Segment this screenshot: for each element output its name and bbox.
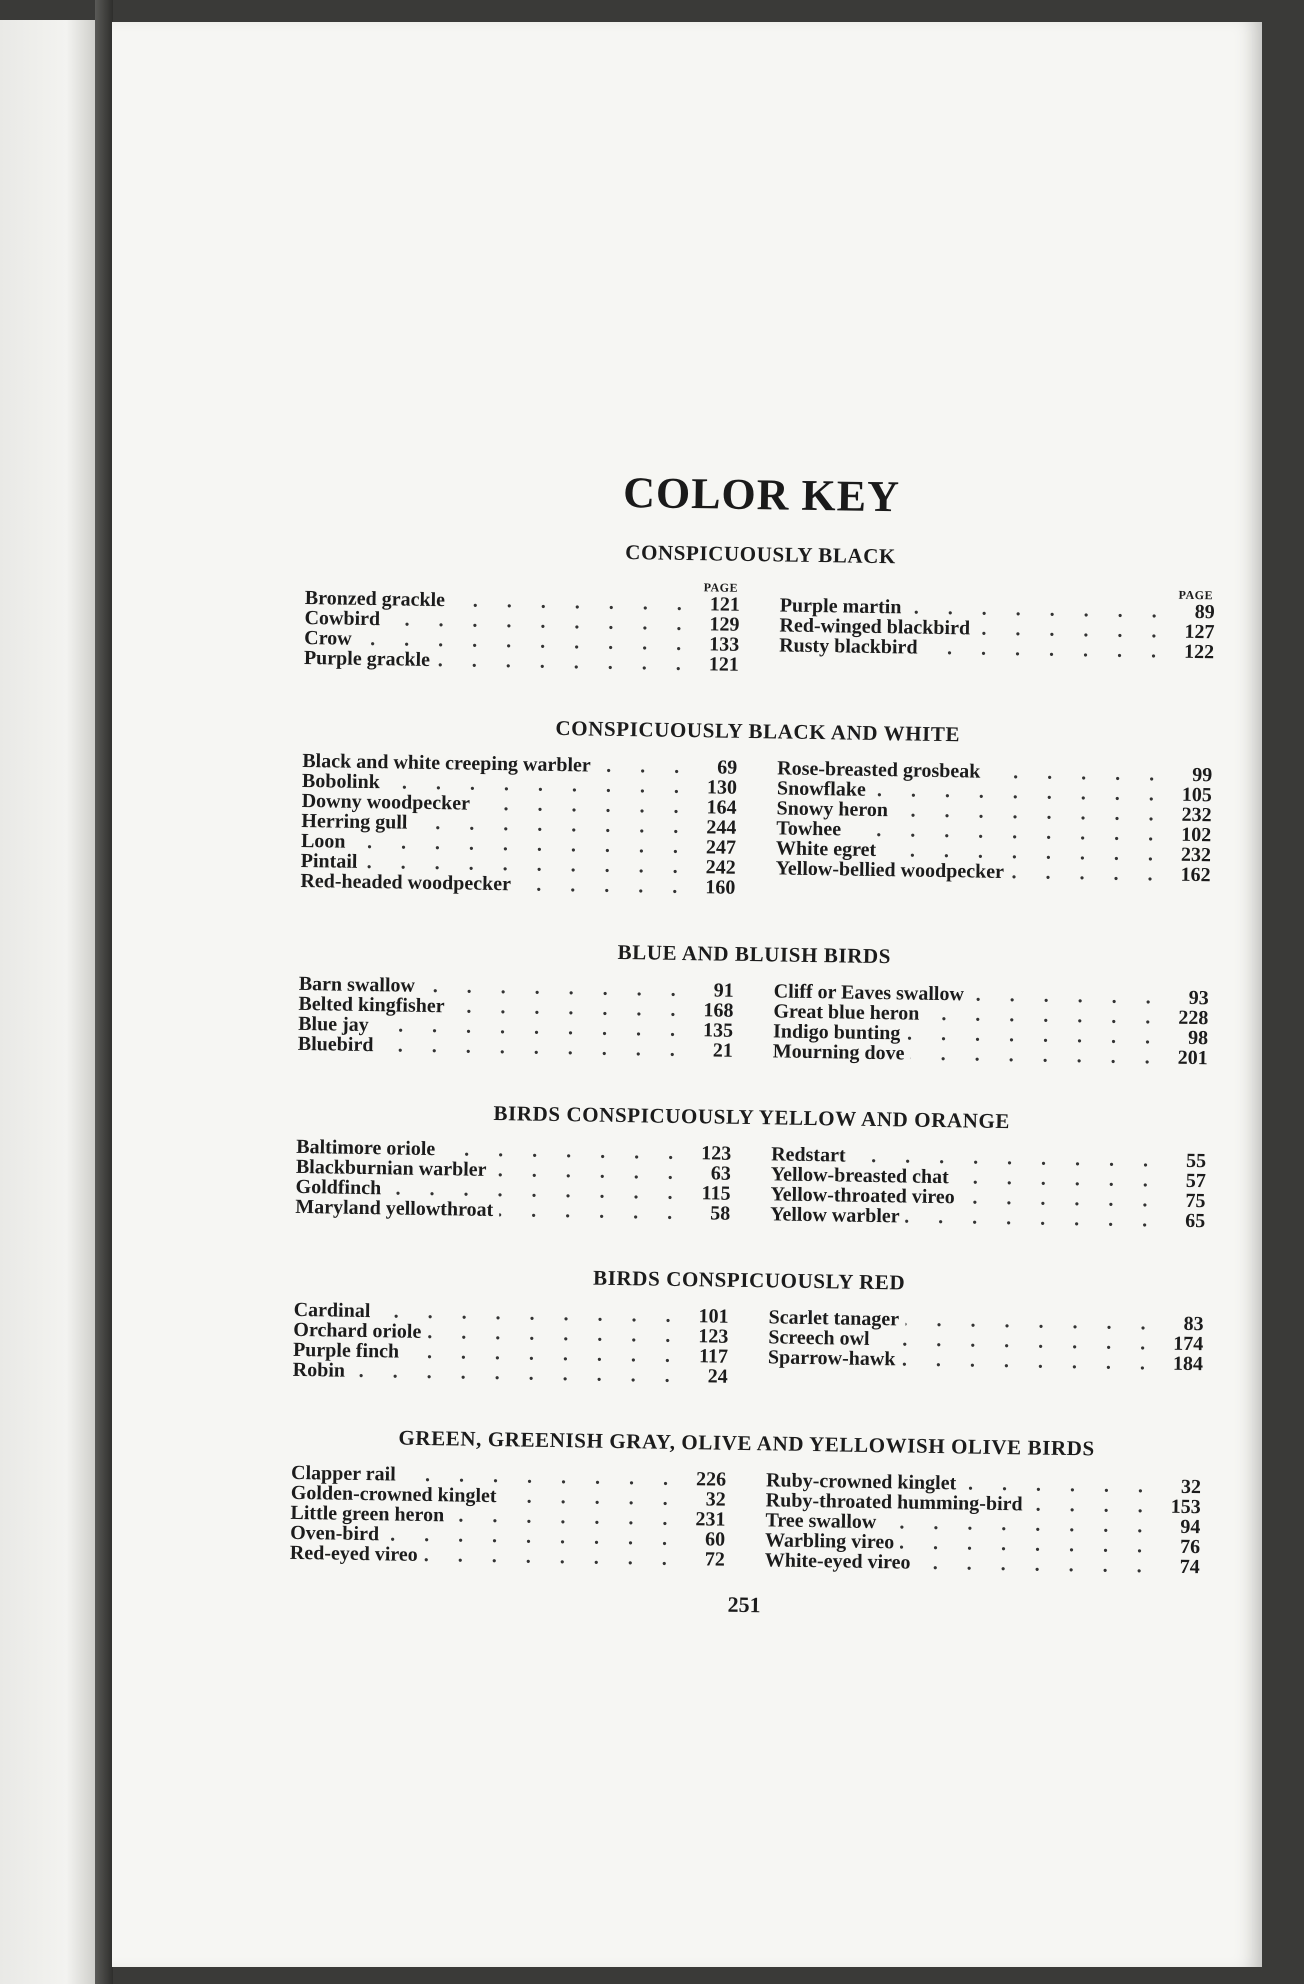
section (304, 535, 1216, 682)
column-right (768, 1307, 1204, 1394)
bird-name: Red-eyed vireo (289, 1541, 418, 1566)
bird-name: Bronzed grackle (304, 586, 446, 612)
dot-leader (1028, 1494, 1154, 1516)
page-ref: 184 (1172, 1352, 1204, 1376)
page-ref: 74 (1179, 1555, 1200, 1579)
book-spine (95, 0, 113, 1984)
page-ref: 228 (1178, 1006, 1209, 1030)
bird-name: Robin (292, 1358, 346, 1382)
dot-leader (910, 1044, 1162, 1068)
page-ref: 129 (709, 613, 740, 636)
page-ref: 135 (702, 1019, 734, 1042)
bird-name: Purple finch (292, 1338, 400, 1363)
page-ref: 244 (706, 816, 737, 839)
page-column-label: PAGE (1178, 587, 1214, 603)
bird-name: Purple martin (779, 594, 902, 619)
section (293, 1261, 1205, 1394)
page-ref: 83 (1183, 1312, 1204, 1336)
page-ref: 122 (1183, 640, 1215, 664)
dot-leader (517, 874, 690, 897)
page-ref: 133 (709, 633, 740, 656)
page-ref: 89 (1194, 600, 1215, 624)
bird-name: Downy woodpecker (301, 789, 471, 815)
section-heading: CONSPICUOUSLY BLACK AND WHITE (555, 715, 961, 747)
page-ref: 21 (712, 1039, 733, 1062)
bird-name: Yellow-breasted chat (770, 1163, 949, 1189)
page-ref: 127 (1184, 620, 1215, 644)
page-ref: 32 (1180, 1475, 1202, 1499)
section-heading: CONSPICUOUSLY BLACK (625, 540, 897, 569)
bird-name: Towhee (776, 817, 842, 841)
page-ref: 105 (1181, 783, 1213, 807)
dot-leader (499, 1200, 684, 1223)
bird-name: Screech owl (768, 1326, 870, 1350)
page-ref: 69 (717, 756, 738, 779)
column-left (293, 1300, 729, 1387)
page-ref: 75 (1185, 1189, 1206, 1213)
page-ref: 57 (1185, 1169, 1206, 1193)
column-left (300, 751, 737, 898)
dot-leader (351, 1361, 682, 1386)
bird-name: Indigo bunting (772, 1020, 901, 1045)
section (290, 1424, 1202, 1577)
bird-name: Warbling vireo (764, 1529, 895, 1554)
bird-name: Goldfinch (295, 1175, 382, 1200)
bird-name: Oven-bird (290, 1521, 380, 1546)
page-ref: 168 (703, 999, 734, 1022)
page-ref: 99 (1192, 763, 1213, 787)
bird-name: Ruby-throated humming-bird (765, 1489, 1023, 1516)
section-heading: BIRDS CONSPICUOUSLY RED (592, 1265, 906, 1295)
page-ref: 55 (1185, 1149, 1207, 1173)
page-title: COLOR KEY (622, 467, 901, 522)
column-left (295, 1137, 731, 1224)
dot-leader (597, 756, 692, 777)
dot-leader (986, 762, 1166, 785)
section-heading: GREEN, GREENISH GRAY, OLIVE AND YELLOWISH OLIVE BIRDS (398, 1425, 1095, 1461)
section-heading: BLUE AND BLUISH BIRDS (617, 939, 892, 969)
bird-name: Blackburnian warbler (295, 1155, 487, 1181)
page-ref: 201 (1177, 1046, 1208, 1070)
column-right (765, 1470, 1202, 1577)
page-ref: 121 (708, 653, 740, 676)
bird-name: Black and white creeping warbler (302, 749, 591, 777)
bird-name: Mourning dove (772, 1040, 905, 1065)
page-ref: 115 (701, 1182, 731, 1205)
page-ref: 58 (710, 1202, 731, 1225)
section (295, 1098, 1207, 1231)
bird-name: Purple grackle (303, 646, 431, 671)
bird-name: Scarlet tanager (768, 1306, 900, 1331)
bird-name: Herring gull (301, 809, 408, 834)
page-ref: 232 (1180, 843, 1212, 867)
page-ref: 226 (695, 1468, 727, 1491)
page-ref: 98 (1187, 1026, 1209, 1050)
section-heading: BIRDS CONSPICUOUSLY YELLOW AND ORANGE (493, 1101, 1011, 1134)
page-ref: 63 (710, 1162, 732, 1185)
page-ref: 153 (1170, 1495, 1201, 1519)
bird-name: Yellow warbler (770, 1203, 900, 1228)
color-key-content (289, 462, 1217, 1625)
bird-name: Bluebird (297, 1032, 374, 1057)
dot-leader (905, 1206, 1159, 1230)
page-ref: 102 (1181, 823, 1212, 847)
page-ref: 232 (1181, 803, 1212, 827)
bird-name: Rose-breasted grosbeak (777, 757, 981, 783)
column-right (773, 981, 1209, 1068)
dot-leader (424, 1545, 679, 1569)
bird-name: Baltimore oriole (296, 1135, 436, 1161)
page-ref: 130 (706, 776, 738, 799)
page-ref: 164 (706, 796, 737, 819)
bird-name: Great blue heron (773, 1000, 920, 1025)
bird-name: Cliff or Eaves swallow (773, 980, 965, 1006)
page-ref: 94 (1180, 1515, 1201, 1539)
entry-columns (300, 751, 1212, 905)
bird-name: Golden-crowned kinglet (290, 1481, 497, 1508)
column-right (779, 581, 1215, 682)
page-ref: 174 (1173, 1332, 1204, 1356)
bird-name: Yellow-bellied woodpecker (775, 857, 1005, 883)
bird-name: Little green heron (290, 1501, 445, 1527)
bird-name: Loon (300, 829, 346, 853)
page-ref: 242 (705, 856, 736, 879)
facing-page-edge (0, 20, 95, 1984)
page-ref: 123 (701, 1142, 732, 1165)
sections-container (290, 535, 1216, 1577)
bird-name: Redstart (771, 1143, 846, 1167)
bird-name: Bobolink (301, 769, 380, 794)
bird-name: Blue jay (297, 1012, 369, 1037)
bird-name: Snowy heron (776, 797, 889, 822)
entry-columns (293, 1300, 1204, 1394)
bird-name: Clapper rail (290, 1461, 396, 1486)
page-ref: 93 (1188, 986, 1209, 1010)
bird-name: Cowbird (304, 606, 381, 631)
bird-name: Crow (304, 626, 352, 650)
bird-name: White-eyed vireo (764, 1549, 911, 1574)
column-right (770, 1144, 1206, 1231)
page-ref: 123 (698, 1325, 729, 1348)
page-ref: 32 (705, 1488, 726, 1511)
bird-name: Barn swallow (298, 972, 416, 997)
bird-name: Ruby-crowned kinglet (765, 1469, 957, 1495)
page-ref: 231 (695, 1508, 726, 1531)
entry-columns (304, 574, 1215, 682)
bird-name: Sparrow-hawk (767, 1346, 896, 1371)
page-ref: 60 (704, 1528, 726, 1551)
dot-leader (502, 1486, 680, 1509)
page-ref: 117 (698, 1345, 729, 1368)
column-left (304, 574, 740, 675)
page-ref: 160 (705, 876, 736, 899)
page-ref: 65 (1185, 1209, 1206, 1233)
page-column-label: PAGE (703, 580, 739, 595)
bird-name: Red-winged blackbird (779, 614, 971, 640)
bird-name: White egret (775, 837, 877, 861)
page-ref: 91 (713, 979, 734, 1002)
entry-columns (290, 1463, 1201, 1577)
bird-name: Orchard oriole (293, 1318, 422, 1343)
page-ref: 76 (1179, 1535, 1201, 1559)
bird-name: Pintail (300, 849, 358, 873)
page-ref: 24 (707, 1365, 728, 1388)
bird-name: Yellow-throated vireo (770, 1183, 955, 1209)
dot-leader (436, 650, 693, 674)
bird-name: Maryland yellowthroat (295, 1195, 494, 1222)
bird-name: Red-headed woodpecker (300, 869, 512, 896)
section (300, 712, 1213, 905)
bird-name: Belted kingfisher (298, 992, 445, 1018)
page-ref: 121 (709, 593, 740, 616)
column-right (775, 758, 1212, 905)
bird-name: Tree swallow (765, 1509, 877, 1534)
column-left (290, 1463, 727, 1570)
page-ref: 72 (704, 1548, 725, 1571)
page-ref: 162 (1180, 863, 1211, 887)
page-ref: 101 (698, 1305, 729, 1328)
bird-name: Snowflake (776, 777, 866, 801)
entry-columns (295, 1137, 1206, 1231)
page-ref: 247 (705, 836, 737, 859)
bird-name: Rusty blackbird (779, 634, 918, 659)
dot-leader (923, 638, 1168, 662)
dot-leader (901, 1349, 1157, 1373)
page-number: 251 (727, 1591, 761, 1618)
dot-leader (379, 1035, 687, 1060)
dot-leader (916, 1553, 1154, 1577)
column-left (298, 974, 734, 1061)
dot-leader (1010, 862, 1165, 884)
entry-columns (298, 974, 1209, 1068)
book-page (112, 22, 1262, 1967)
bird-name: Cardinal (293, 1298, 371, 1323)
section (298, 935, 1210, 1068)
